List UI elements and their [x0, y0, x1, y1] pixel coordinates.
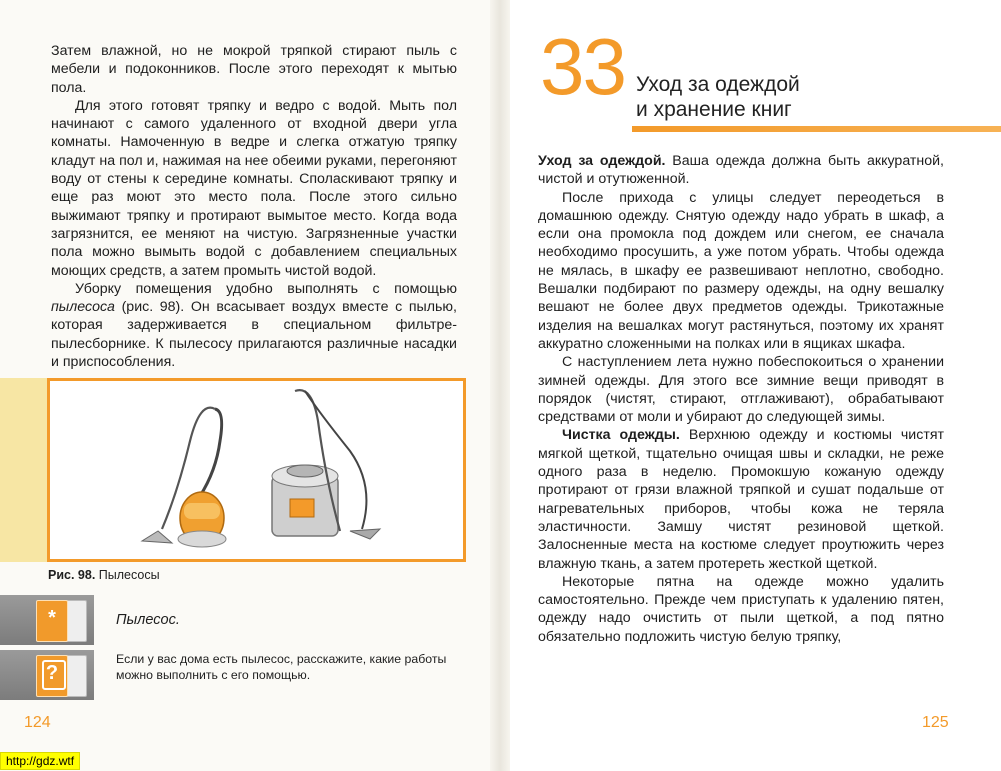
section-heading: Уход за одеждой.	[538, 153, 666, 169]
question-icon: ?	[45, 662, 59, 684]
section-heading: Чистка одежды.	[562, 427, 680, 444]
figure-98	[47, 378, 466, 562]
paragraph: Уход за одеждой. Ваша одежда должна быть аккуратной, чистой и отутюженной.	[538, 153, 944, 188]
book-gutter	[490, 0, 510, 771]
paragraph: После прихода с улицы следует переодеться в домашнюю одежду. Снятую одежду надо убрать в шкаф, а если она промокла под дождем или снегом, ее сначала необходимо просушить, а уже потом убрать. Чтобы одежда не мялась, в шкафу ее развешивают неплотно, свободно. Вешалки подбирают по размеру одежды, на одну вешалку вешают не более двух предметов одежды. Трикотажные изделия на вешалках могут растянуться, поэтому их хранят аккуратно сложенными на полках или в ящиках шкафа.	[538, 189, 944, 352]
paragraph: Затем влажной, но не мокрой тряпкой стирают пыль с мебели и подоконников. После этого переходят к мытью пола.	[51, 43, 457, 96]
right-body-text	[538, 152, 944, 646]
question-icon-block	[0, 650, 94, 700]
chapter-number: 33	[540, 22, 625, 111]
chapter-title: Уход за одеждой и хранение книг	[636, 73, 800, 121]
paragraph: Некоторые пятна на одежде можно удалить самостоятельно. Прежде чем приступать к удалению пятен, одежду надо очистить от пыли щеткой, а под пятно обязательно подложить чистую белую тряпку,	[538, 573, 944, 645]
chapter-underline	[632, 126, 1001, 132]
paragraph: Чистка одежды. Верхнюю одежду и костюмы чистят мягкой щеткой, тщательно очищая швы и складки, не реже одного раза в неделю. Промокшую кожаную одежду протирают от грязи влажной тряпкой и сушат подальше от нагревательных приборов, чтобы кожа не теряла эластичности. Замшу чистят резиновой щеткой. Залосненные места на костюме следует проутюжить через влажную ткань, а затем протереть жесткой щеткой.	[538, 427, 944, 572]
side-band	[0, 378, 47, 562]
page-number-right: 125	[922, 714, 949, 731]
left-body-text	[51, 42, 457, 371]
vacuum-cleaners-illustration	[50, 381, 463, 559]
term-vacuum: пылесоса	[51, 299, 115, 316]
asterisk-icon: *	[48, 607, 56, 629]
term-icon-block	[0, 595, 94, 645]
paragraph: Уборку помещения удобно выполнять с помощью пылесоса (рис. 98). Он всасывает воздух вместе с пылью, которая задерживается в специальном фильтре-пылесборнике. К пылесосу прилагаются различные насадки и приспособления.	[51, 280, 457, 371]
paragraph: С наступлением лета нужно побеспокоиться о хранении зимней одежды. Для этого все зимние вещи приводят в порядок (чистят, стирают, отглаживают), обрабатывают средствами от моли и убирают до следующей зимы.	[538, 354, 944, 426]
watermark-link[interactable]: http://gdz.wtf	[0, 752, 80, 770]
term-definition: Пылесос.	[116, 612, 180, 628]
paragraph: Для этого готовят тряпку и ведро с водой. Мыть пол начинают с самого удаленного от входной двери угла комнаты. Намоченную в ведре и слегка отжатую тряпку кладут на пол и, нажимая на нее обеими руками, перегоняют воду от стены к середине комнаты. Споласкивают тряпку и еще раз моют это место пола. После этого сильно выжимают тряпку и протирают вымытое место. Когда вода загрязнится, ее меняют на чистую. Загрязненные участки пола можно вымыть водой с добавлением специальных моющих средств, а затем промыть чистой водой.	[51, 97, 457, 279]
figure-caption: Рис. 98. Пылесосы	[48, 568, 160, 582]
page-number-left: 124	[24, 714, 51, 731]
question-text: Если у вас дома есть пылесос, расскажите, какие работы можно выполнить с его помощью.	[116, 652, 447, 682]
